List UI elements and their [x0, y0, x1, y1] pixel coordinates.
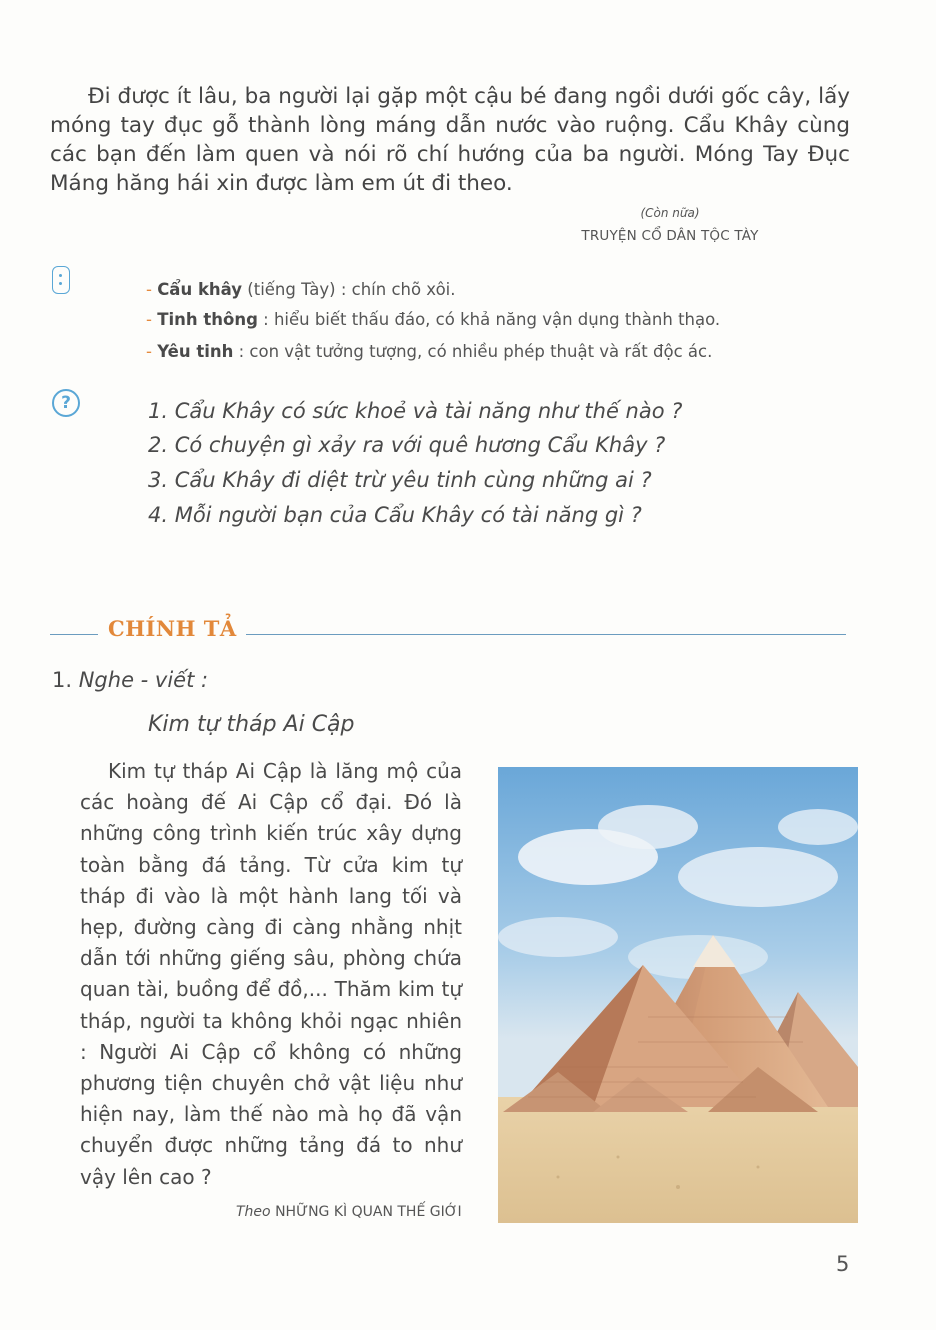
question-item: 4. Mỗi người bạn của Cẩu Khây có tài năng gì ? [148, 503, 642, 527]
glossary-definition: : con vật tưởng tượng, có nhiều phép thuật và rất độc ác. [233, 342, 713, 361]
question-item: 1. Cẩu Khây có sức khoẻ và tài năng như thế nào ? [148, 399, 683, 423]
task-label: Nghe - viết : [78, 668, 209, 692]
glossary-term: Yêu tinh [157, 342, 234, 361]
glossary-icon [52, 266, 70, 294]
page-number: 5 [836, 1252, 850, 1276]
task-number: 1. [52, 668, 79, 692]
pyramids-photo [498, 767, 858, 1223]
passage-source: Theo NHỮNG KÌ QUAN THẾ GIỚI [236, 1204, 462, 1220]
passage-text: Kim tự tháp Ai Cập là lăng mộ của các hoàng đế Ai Cập cổ đại. Đó là những công trình kiến trúc xây dựng toàn bằng đá tảng. Từ cửa kim tự tháp đi vào là một hành lang tối và hẹp, đường càng đi càng nhằng nhịt dẫn tới những giếng sâu, phòng chứa quan tài, buồng để đồ,... Thăm kim tự tháp, người ta không khỏi ngạc nhiên : Người Ai Cập cổ không có những phương tiện chuyên chở vật liệu như hiện nay, làm thế nào mà họ đã vận chuyển được những tảng đá to như vậy lên cao ? [80, 759, 462, 1189]
passage-title: Kim tự tháp Ai Cập [148, 712, 355, 737]
continued-note: (Còn nữa) [640, 206, 700, 220]
glossary-term: Cẩu khây [157, 280, 243, 299]
section-title: CHÍNH TẢ [108, 616, 237, 641]
section-rule-left [50, 634, 98, 635]
glossary-definition: (tiếng Tày) : chín chõ xôi. [242, 280, 456, 299]
task-heading [52, 668, 208, 692]
glossary-item: - Yêu tinh : con vật tưởng tượng, có nhiều phép thuật và rất độc ác. [146, 342, 713, 361]
story-paragraph: Đi được ít lâu, ba người lại gặp một cậu bé đang ngồi dưới gốc cây, lấy móng tay đục gỗ thành lòng máng dẫn nước vào ruộng. Cẩu Khây cùng các bạn đến làm quen và nói rõ chí hướng của ba người. Móng Tay Đục Máng hăng hái xin được làm em út đi theo. [50, 84, 850, 196]
question-item: 3. Cẩu Khây đi diệt trừ yêu tinh cùng những ai ? [148, 468, 652, 492]
glossary-definition: : hiểu biết thấu đáo, có khả năng vận dụng thành thạo. [257, 310, 721, 329]
story-source: TRUYỆN CỔ DÂN TỘC TÀY [581, 228, 759, 244]
question-item: 2. Có chuyện gì xảy ra với quê hương Cẩu Khây ? [148, 433, 666, 457]
glossary-term: Tinh thông [157, 310, 258, 329]
glossary-item: - Cẩu khây (tiếng Tày) : chín chõ xôi. [146, 280, 456, 299]
glossary-item: - Tinh thông : hiểu biết thấu đáo, có khả năng vận dụng thành thạo. [146, 310, 721, 329]
question-icon: ? [52, 389, 80, 417]
section-rule-right [246, 634, 846, 635]
